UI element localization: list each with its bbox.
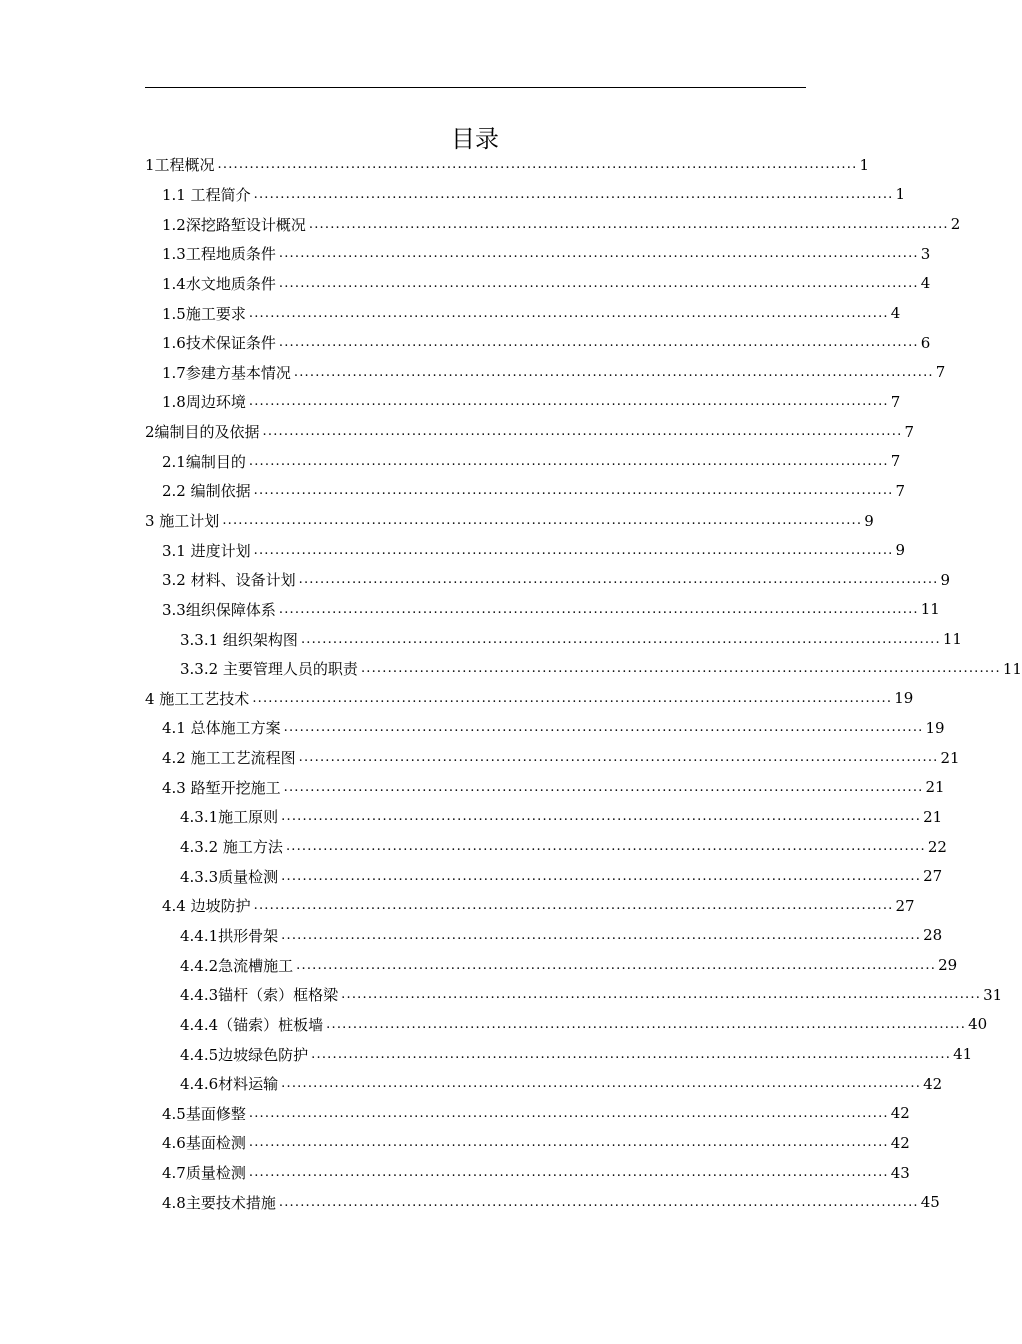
- toc-entry-title: 1.1 工程简介: [162, 185, 251, 204]
- toc-entry-page: 19: [894, 689, 914, 708]
- toc-entry-title: 1.2深挖路堑设计概况: [162, 215, 306, 234]
- toc-entry-page: 42: [890, 1133, 910, 1152]
- toc-entry[interactable]: [145, 713, 945, 743]
- toc-entry[interactable]: [145, 684, 914, 714]
- toc-leader-dots: ........................................................................................................................: [278, 1194, 919, 1210]
- toc-leader-dots: ........................................................................................................................: [278, 601, 919, 617]
- toc-leader-dots: ........................................................................................................................: [253, 186, 894, 202]
- toc-entry[interactable]: [145, 921, 943, 951]
- toc-entry-title: 4.3 路堑开挖施工: [162, 778, 281, 797]
- toc-entry[interactable]: [145, 506, 874, 536]
- toc-entry-page: 28: [923, 926, 943, 945]
- toc-leader-dots: ........................................................................................................................: [298, 750, 939, 766]
- toc-entry-title: 3 施工计划: [145, 512, 220, 530]
- toc-entry-title: 4.6基面检测: [162, 1134, 246, 1153]
- toc-leader-dots: ........................................................................................................................: [262, 424, 903, 440]
- toc-leader-dots: ........................................................................................................................: [341, 987, 982, 1003]
- toc-entry-page: 22: [927, 837, 947, 856]
- toc-entry[interactable]: [145, 861, 943, 891]
- toc-entry-page: 21: [940, 748, 960, 767]
- toc-entry-title: 1.4水文地质条件: [162, 274, 276, 293]
- toc-entry-page: 21: [923, 807, 943, 826]
- toc-leader-dots: ........................................................................................................................: [298, 572, 939, 588]
- toc-leader-dots: ........................................................................................................................: [293, 364, 934, 380]
- toc-leader-dots: ........................................................................................................................: [248, 305, 889, 321]
- toc-entry[interactable]: [145, 654, 1022, 684]
- toc-leader-dots: ........................................................................................................................: [326, 1016, 967, 1032]
- page-title: 目录: [451, 125, 499, 153]
- toc-leader-dots: ........................................................................................................................: [311, 1046, 952, 1062]
- table-of-contents: [145, 150, 1022, 1217]
- toc-entry-page: 29: [938, 956, 958, 975]
- toc-entry[interactable]: [145, 1187, 940, 1217]
- toc-entry-title: 4.3.2 施工方法: [180, 838, 283, 857]
- toc-entry[interactable]: [145, 476, 906, 506]
- toc-entry[interactable]: [145, 209, 961, 239]
- toc-leader-dots: ........................................................................................................................: [296, 957, 937, 973]
- toc-entry[interactable]: [145, 446, 901, 476]
- toc-entry[interactable]: [145, 772, 945, 802]
- toc-entry[interactable]: [145, 357, 946, 387]
- toc-entry-title: 4.8主要技术措施: [162, 1193, 276, 1212]
- toc-leader-dots: ........................................................................................................................: [248, 1105, 889, 1121]
- toc-entry[interactable]: [145, 1069, 943, 1099]
- toc-entry[interactable]: [145, 595, 940, 625]
- toc-entry-page: 4: [890, 304, 901, 323]
- toc-entry-page: 7: [890, 452, 901, 471]
- toc-entry-title: 4.4.6材料运输: [180, 1075, 279, 1094]
- toc-entry[interactable]: [145, 328, 931, 358]
- toc-entry-title: 4.5基面修整: [162, 1104, 246, 1123]
- toc-entry-page: 43: [890, 1163, 910, 1182]
- toc-entry-title: 1.3工程地质条件: [162, 245, 276, 264]
- toc-entry[interactable]: [145, 298, 901, 328]
- toc-leader-dots: ........................................................................................................................: [253, 542, 894, 558]
- toc-entry-page: 9: [895, 541, 906, 560]
- toc-entry[interactable]: [145, 180, 906, 210]
- toc-entry-title: 4.4.5边坡绿色防护: [180, 1045, 309, 1064]
- toc-entry-page: 27: [923, 867, 943, 886]
- toc-entry[interactable]: [145, 950, 958, 980]
- toc-entry-page: 42: [890, 1104, 910, 1123]
- toc-entry-title: 4.4.1拱形骨架: [180, 926, 279, 945]
- toc-entry-page: 7: [935, 363, 946, 382]
- toc-leader-dots: ........................................................................................................................: [283, 720, 924, 736]
- toc-entry[interactable]: [145, 1010, 988, 1040]
- toc-leader-dots: ........................................................................................................................: [360, 661, 1001, 677]
- toc-entry-page: 1: [895, 185, 906, 204]
- toc-leader-dots: ........................................................................................................................: [278, 335, 919, 351]
- toc-entry-page: 40: [968, 1015, 988, 1034]
- toc-leader-dots: ........................................................................................................................: [248, 453, 889, 469]
- toc-entry-page: 9: [940, 570, 951, 589]
- toc-entry[interactable]: [145, 1039, 973, 1069]
- toc-leader-dots: ........................................................................................................................: [248, 1165, 889, 1181]
- toc-leader-dots: ........................................................................................................................: [222, 513, 863, 528]
- toc-entry[interactable]: [145, 802, 943, 832]
- toc-entry[interactable]: [145, 269, 931, 299]
- toc-leader-dots: ........................................................................................................................: [300, 631, 941, 647]
- toc-entry[interactable]: [145, 743, 960, 773]
- toc-entry-page: 45: [920, 1193, 940, 1212]
- toc-entry-title: 4.4.2急流槽施工: [180, 956, 294, 975]
- toc-entry[interactable]: [145, 980, 1003, 1010]
- toc-entry-title: 1.7参建方基本情况: [162, 363, 291, 382]
- toc-entry-page: 11: [1002, 659, 1022, 678]
- toc-entry[interactable]: [145, 891, 915, 921]
- toc-entry-title: 4.4 边坡防护: [162, 897, 251, 916]
- toc-entry-title: 3.2 材料、设备计划: [162, 571, 296, 590]
- header-rule: [145, 87, 806, 88]
- toc-entry-page: 31: [983, 985, 1003, 1004]
- toc-entry[interactable]: [145, 417, 914, 447]
- toc-entry-title: 4.3.1施工原则: [180, 808, 279, 827]
- toc-leader-dots: ........................................................................................................................: [248, 394, 889, 410]
- toc-entry-title: 1.5施工要求: [162, 304, 246, 323]
- toc-entry-title: 4.1 总体施工方案: [162, 719, 281, 738]
- toc-entry-title: 4 施工工艺技术: [145, 689, 250, 708]
- toc-entry-page: 9: [864, 511, 874, 530]
- toc-leader-dots: ........................................................................................................................: [285, 839, 926, 855]
- toc-entry[interactable]: [145, 832, 947, 862]
- toc-entry-title: 3.3.1 组织架构图: [180, 630, 298, 649]
- toc-leader-dots: ........................................................................................................................: [278, 246, 919, 262]
- toc-leader-dots: ........................................................................................................................: [253, 898, 894, 914]
- toc-entry-page: 27: [895, 896, 915, 915]
- toc-entry-title: 3.3组织保障体系: [162, 600, 276, 619]
- toc-entry[interactable]: [145, 1099, 910, 1129]
- toc-entry-title: 1工程概况: [145, 156, 215, 175]
- toc-leader-dots: ........................................................................................................................: [217, 157, 858, 173]
- toc-entry-page: 7: [904, 422, 914, 441]
- toc-entry[interactable]: [145, 1128, 910, 1158]
- toc-entry-page: 19: [925, 718, 945, 737]
- toc-entry-title: 2.1编制目的: [162, 452, 246, 471]
- toc-entry-page: 6: [920, 333, 931, 352]
- toc-entry[interactable]: [145, 1158, 910, 1188]
- toc-entry-page: 1: [859, 155, 869, 174]
- toc-leader-dots: ........................................................................................................................: [253, 483, 894, 499]
- toc-entry[interactable]: [145, 535, 906, 565]
- toc-leader-dots: ........................................................................................................................: [283, 779, 924, 795]
- toc-entry-page: 4: [920, 274, 931, 293]
- toc-entry-title: 1.8周边环境: [162, 393, 246, 412]
- toc-entry-title: 3.3.2 主要管理人员的职责: [180, 660, 358, 679]
- toc-entry-title: 4.3.3质量检测: [180, 867, 279, 886]
- toc-leader-dots: ........................................................................................................................: [308, 216, 949, 232]
- toc-entry[interactable]: [145, 387, 901, 417]
- toc-entry-page: 7: [890, 392, 901, 411]
- toc-entry-title: 2.2 编制依据: [162, 482, 251, 501]
- toc-entry-page: 21: [925, 778, 945, 797]
- toc-leader-dots: ........................................................................................................................: [248, 1135, 889, 1151]
- toc-entry-title: 4.2 施工工艺流程图: [162, 749, 296, 768]
- toc-entry-page: 41: [953, 1045, 973, 1064]
- toc-entry-page: 3: [920, 244, 931, 263]
- toc-entry-page: 11: [942, 630, 962, 649]
- toc-entry-title: 4.4.4（锚索）桩板墙: [180, 1015, 324, 1034]
- toc-leader-dots: ........................................................................................................................: [281, 809, 922, 825]
- toc-entry-page: 11: [920, 600, 940, 619]
- toc-entry-page: 42: [923, 1074, 943, 1093]
- toc-leader-dots: ........................................................................................................................: [252, 690, 893, 706]
- toc-leader-dots: ........................................................................................................................: [281, 1076, 922, 1092]
- toc-leader-dots: ........................................................................................................................: [281, 868, 922, 884]
- toc-entry-page: 2: [950, 215, 961, 234]
- toc-entry-page: 7: [895, 481, 906, 500]
- toc-entry-title: 4.7质量检测: [162, 1164, 246, 1183]
- toc-leader-dots: ........................................................................................................................: [278, 275, 919, 291]
- toc-entry[interactable]: [145, 239, 931, 269]
- toc-entry[interactable]: [145, 624, 962, 654]
- toc-entry-title: 2编制目的及依据: [145, 423, 260, 442]
- toc-entry-title: 4.4.3锚杆（索）框格梁: [180, 986, 339, 1005]
- toc-entry-title: 3.1 进度计划: [162, 541, 251, 560]
- toc-entry[interactable]: [145, 150, 869, 180]
- toc-entry-title: 1.6技术保证条件: [162, 334, 276, 353]
- toc-entry[interactable]: [145, 565, 951, 595]
- toc-leader-dots: ........................................................................................................................: [281, 927, 922, 943]
